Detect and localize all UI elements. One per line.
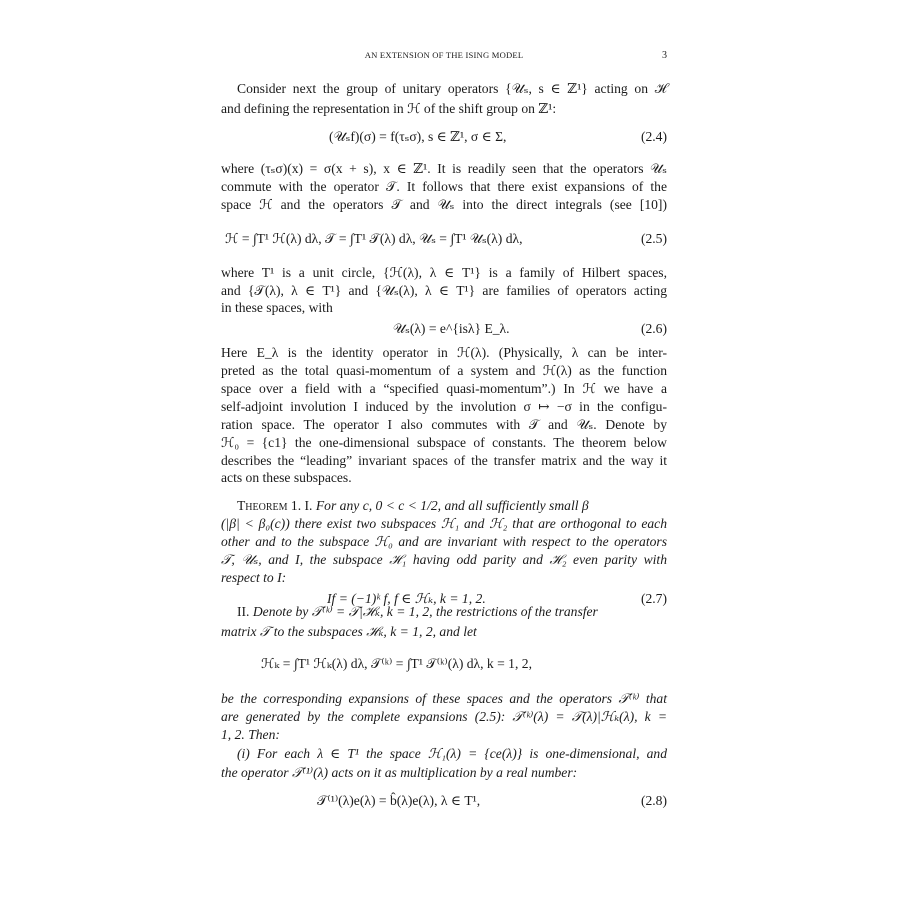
equation-number: (2.5) xyxy=(640,231,667,246)
equation-number: (2.8) xyxy=(640,793,667,808)
theorem-text-line: respect to I: xyxy=(221,570,287,585)
theorem-text-line: (i) For each λ ∈ T¹ the space ℋ₁(λ) = {ce(λ)} is one-dimensional, and xyxy=(237,746,667,761)
theorem-part-label: II. xyxy=(237,604,250,619)
theorem-text-line: other and to the subspace ℋ₀ and are invariant with respect to the operators xyxy=(221,534,667,549)
theorem-first-line xyxy=(221,497,667,514)
theorem-text-line: are generated by the complete expansions (2.5): 𝒯⁽ᵏ⁾(λ) = 𝒯(λ)|ℋₖ(λ), k = xyxy=(221,709,667,724)
theorem-text: For any c, 0 < c < 1/2, and all sufficiently small β xyxy=(315,498,589,513)
text-line: commute with the operator 𝒯. It follows that there exist expansions of the xyxy=(221,179,667,194)
page-number: 3 xyxy=(662,50,667,61)
running-title: AN EXTENSION OF THE ISING MODEL xyxy=(364,50,524,60)
equation-number: (2.6) xyxy=(640,321,667,336)
theorem-text: Denote by 𝒯⁽ᵏ⁾ = 𝒯|ℋₖ, k = 1, 2, the restrictions of the transfer xyxy=(252,604,598,619)
text-line: space ℋ and the operators 𝒯 and 𝒰ₛ into the direct integrals (see [10]) xyxy=(221,197,667,212)
theorem-text-line: 𝒯, 𝒰ₛ, and I, the subspace ℋ₁ having odd parity and ℋ₂ even parity with xyxy=(221,552,667,567)
text-line: where (τₛσ)(x) = σ(x + s), x ∈ ℤ¹. It is readily seen that the operators 𝒰ₛ xyxy=(221,161,667,176)
equation-body: 𝒰ₛ(λ) = e^{isλ} E_λ. xyxy=(393,321,510,336)
theorem-part-ii-line xyxy=(221,603,667,620)
equation-body: ℋₖ = ∫T¹ ℋₖ(λ) dλ, 𝒯⁽ᵏ⁾ = ∫T¹ 𝒯⁽ᵏ⁾(λ) dλ, k = 1, 2, xyxy=(261,656,532,671)
equation-number: (2.7) xyxy=(640,591,667,606)
equation-body: 𝒯⁽¹⁾(λ)e(λ) = b̂(λ)e(λ), λ ∈ T¹, xyxy=(317,793,481,808)
text-line: ℋ₀ = {c1} the one-dimensional subspace of constants. The theorem below xyxy=(221,435,667,450)
text-line: where T¹ is a unit circle, {ℋ(λ), λ ∈ T¹} is a family of Hilbert spaces, xyxy=(221,265,667,280)
equation-body: If = (−1)ᵏ f, f ∈ ℋₖ, k = 1, 2. xyxy=(327,591,486,606)
page-header xyxy=(221,50,667,64)
text-line: acts on these subspaces. xyxy=(221,470,352,485)
equation-body: ℋ = ∫T¹ ℋ(λ) dλ, 𝒯 = ∫T¹ 𝒯(λ) dλ, 𝒰ₛ = ∫T¹ 𝒰ₛ(λ) dλ, xyxy=(225,231,523,246)
theorem-text-line: (|β| < β₀(c)) there exist two subspaces ℋ₁ and ℋ₂ that are orthogonal to each xyxy=(221,516,667,531)
text-line: Here E_λ is the identity operator in ℋ(λ). (Physically, λ can be inter- xyxy=(221,345,667,360)
text-line: space over a field with a “specified quasi-momentum”.) In ℋ we have a xyxy=(221,381,667,396)
text-line: describes the “leading” invariant spaces of the transfer matrix and the way it xyxy=(221,453,667,468)
theorem-text-line: matrix 𝒯 to the subspaces ℋₖ, k = 1, 2, and let xyxy=(221,624,477,639)
text-line: and defining the representation in ℋ of the shift group on ℤ¹: xyxy=(221,101,557,116)
text-line: in these spaces, with xyxy=(221,300,333,315)
theorem-heading: Theorem 1. xyxy=(237,498,302,513)
text-line: and {𝒯(λ), λ ∈ T¹} and {𝒰ₛ(λ), λ ∈ T¹} are families of operators acting xyxy=(221,283,667,298)
text-line: self-adjoint involution I induced by the involution σ ↦ −σ in the configu- xyxy=(221,399,667,414)
text-line: Consider next the group of unitary operators {𝒰ₛ, s ∈ ℤ¹} acting on ℋ xyxy=(237,81,667,96)
equation-body: (𝒰ₛf)(σ) = f(τₛσ), s ∈ ℤ¹, σ ∈ Σ, xyxy=(329,129,507,144)
text-line: ration space. The operator I also commutes with 𝒯 and 𝒰ₛ. Denote by xyxy=(221,417,667,432)
theorem-part-label: I. xyxy=(304,498,313,513)
theorem-text-line: the operator 𝒯⁽¹⁾(λ) acts on it as multiplication by a real number: xyxy=(221,765,578,780)
equation-number: (2.4) xyxy=(640,129,667,144)
text-line: preted as the total quasi-momentum of a system and ℋ(λ) as the function xyxy=(221,363,667,378)
theorem-text-line: be the corresponding expansions of these spaces and the operators 𝒯⁽ᵏ⁾ that xyxy=(221,691,667,706)
theorem-text-line: 1, 2. Then: xyxy=(221,727,280,742)
